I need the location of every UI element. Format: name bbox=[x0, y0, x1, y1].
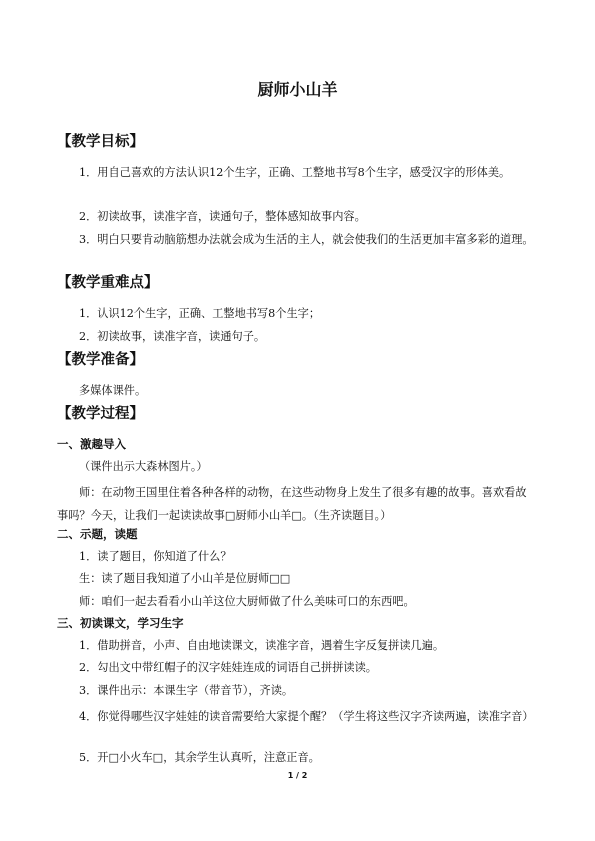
part3-heading: 三、初读课文，学习生字 bbox=[57, 616, 184, 630]
part3-line-1: 1．借助拼音，小声、自由地读课文，读准字音，遇着生字反复拼读几遍。 bbox=[79, 639, 445, 652]
part2-line-3: 师：咱们一起去看看小山羊这位大厨师做了什么美味可口的东西吧。 bbox=[79, 595, 415, 608]
part2-line-2: 生：读了题目我知道了小山羊是位厨师□□ bbox=[79, 572, 291, 585]
part1-line-2: 师：在动物王国里住着各种各样的动物，在这些动物身上发生了很多有趣的故事。喜欢看故事吗？今天，让我们一起读读故事□厨师小山羊□。（生齐读题目。） bbox=[57, 486, 527, 522]
part1-line-1: （课件出示大森林图片。） bbox=[79, 460, 208, 473]
page-title: 厨师小山羊 bbox=[257, 80, 338, 99]
key-point-item-2: 2．初读故事，读准字音，读通句子。 bbox=[79, 330, 266, 343]
part2-line-1: 1．读了题目，你知道了什么？ bbox=[79, 550, 232, 563]
goal-item-2: 2．初读故事，读准字音，读通句子，整体感知故事内容。 bbox=[79, 210, 366, 223]
page-number: 1 / 2 bbox=[287, 771, 308, 780]
part3-line-3: 3．课件出示：本课生字（带音节），齐读。 bbox=[79, 684, 294, 697]
preparation-text: 多媒体课件。 bbox=[79, 384, 147, 397]
key-points-heading: 【教学重难点】 bbox=[57, 275, 159, 291]
goal-item-3: 3．明白只要肯动脑筋想办法就会成为生活的主人，就会使我们的生活更加丰富多彩的道理。 bbox=[79, 233, 534, 246]
goals-heading: 【教学目标】 bbox=[57, 134, 144, 150]
part1-heading: 一、激趣导入 bbox=[57, 437, 126, 451]
key-point-item-1: 1．认识12个生字，正确、工整地书写8个生字； bbox=[79, 307, 321, 320]
process-heading: 【教学过程】 bbox=[57, 406, 144, 422]
preparation-heading: 【教学准备】 bbox=[57, 352, 144, 368]
goal-item-1: 1．用自己喜欢的方法认识12个生字，正确、工整地书写8个生字，感受汉字的形体美。 bbox=[79, 166, 511, 179]
part3-line-2: 2．勾出文中带红帽子的汉字娃娃连成的词语自己拼拼读读。 bbox=[79, 661, 377, 674]
part3-line-5: 5．开□小火车□，其余学生认真听，注意正音。 bbox=[79, 751, 320, 764]
part3-line-4: 4．你觉得哪些汉字娃娃的读音需要给大家提个醒？（学生将这些汉字齐读两遍，读准字音） bbox=[79, 710, 534, 723]
part2-heading: 二、示题，读题 bbox=[57, 527, 138, 541]
